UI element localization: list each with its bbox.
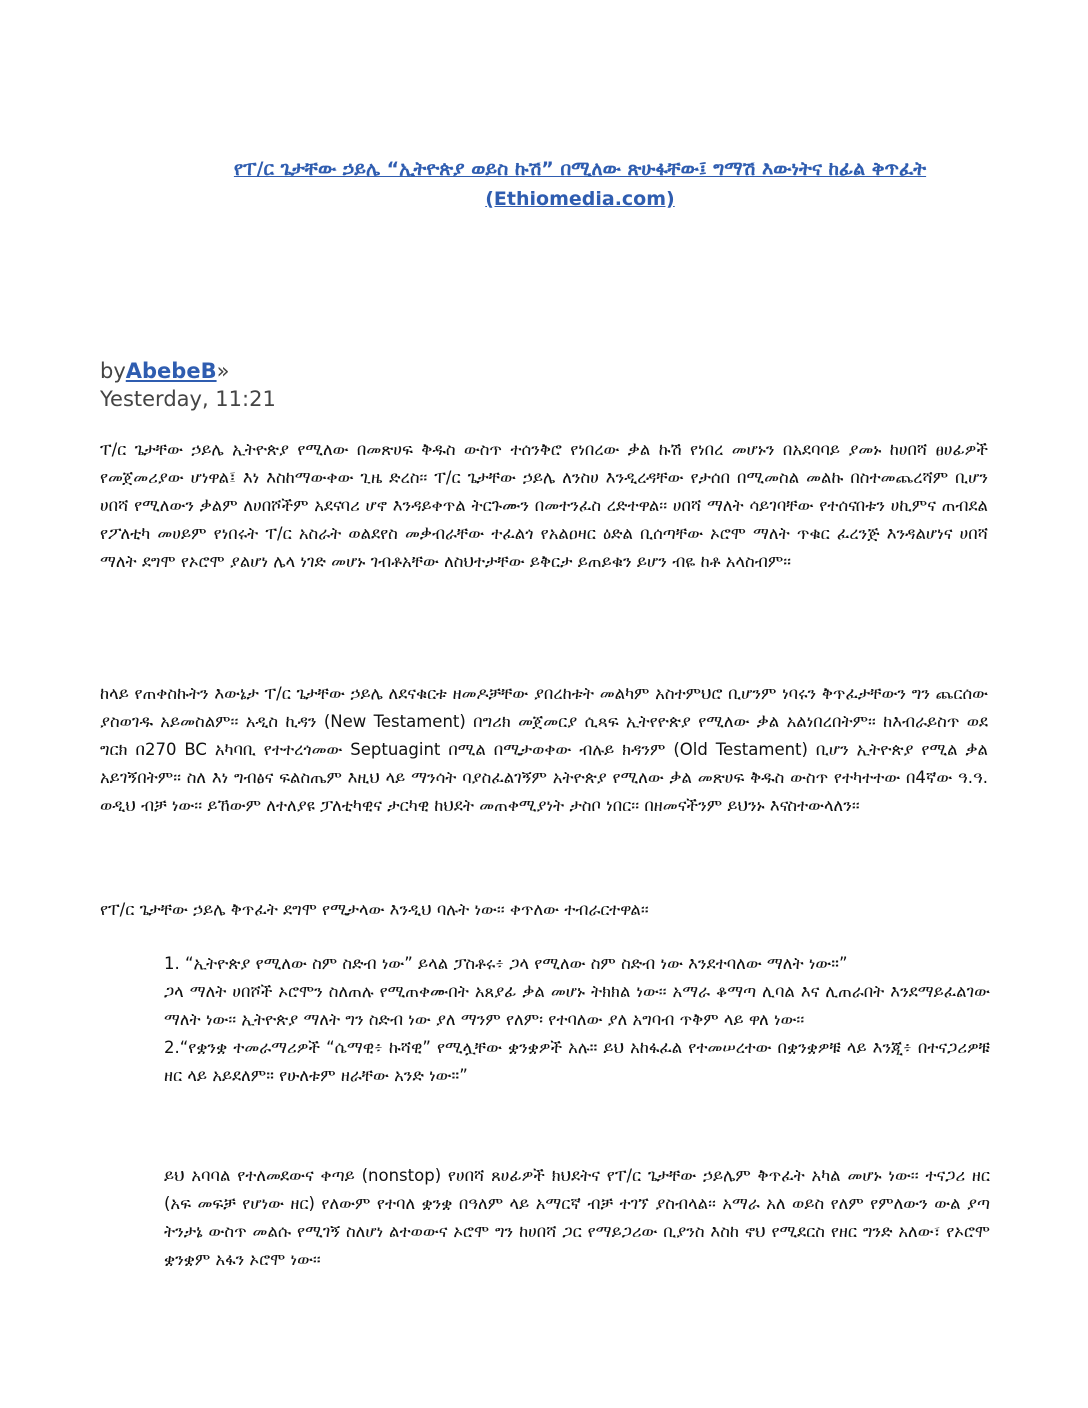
article-title-source[interactable]: (Ethiomedia.com) [485, 188, 675, 210]
list-item-1-heading: 1. “ኢትዮጵያ የሚለው ስም ስድብ ነው” ይላል ፓስቶሩ፥ ጋላ የሚለው ስም ስድብ ነው እንደተባለው ማለት ነው።” [164, 954, 848, 973]
by-prefix: by [100, 359, 126, 383]
article-title[interactable] [100, 154, 1060, 214]
author-suffix: » [216, 359, 230, 383]
post-timestamp: Yesterday, 11:21 [100, 387, 276, 411]
byline [100, 358, 229, 384]
paragraph-4: ይህ አባባል የተለመደውና ቀጣይ (nonstop) የሀበሻ ጸሀፊዎች ክህደትና የፐ/ር ጌታቸው ኃይሌም ቅጥፈት አካል መሆኑ ነው፡፡ ተናጋሪ ዘር (አፍ መፍቻ የሆነው ዘር) የለውም የተባለ ቋንቋ በዓለም ላይ አማርኛ ብቻ ተገኘ ያስብላል፡፡ አማራ አለ ወይስ የለም የምለውን ውል ያጣ ትንታኔ ውስጥ መልሱ የሚገኝ ስለሆነ ልተወውና ኦሮሞ ግን ከሀበሻ ጋር የማይጋሪው ቢያንስ እስከ ኖህ የሚደርስ የዘር ግንድ አለው፣ የኦሮሞ ቋንቋም አፋን ኦሮሞ ነው፡፡ [164, 1166, 990, 1269]
paragraph-1: ፐ/ር ጌታቸው ኃይሌ ኢትዮጵያ የሚለው በመጽሀፍ ቅዱስ ውስጥ ተሰንቅሮ የነበረው ቃል ኩሽ የነበረ መሆኑን በአደባባይ ያመኑ ከሀበሻ ፀሀፊዎች የመጀመሪያው ሆነዋል፤ እነ እስከማውቀው ጊዜ ድረስ፡፡ ፐ/ር ጌታቸው ኃይሌ ለንስሀ እንዲረዳቸው የታሰበ በሚመስል መልኩ በስተመጨረሻም ቢሆን ሀበሻ የሚለውን ቃልም ለሀበሾችም አደናባሪ ሆኖ እንዳይቀጥል ትርጉሙን በመተንፈስ ረድተዋል፡፡ ሀበሻ ማለት ሳይገባቸው የተሰናበቱን ሀኪምና ጠብደል የፖለቲካ መሀይም የነበሩት ፐ/ር አስራት ወልደየስ መቃብራቸው ተፈልጎ የአልዐዛር ዕድል ቢሰጣቸው ኦሮሞ ማለት ጥቁር ፈረንጅ እንዳልሆነና ሀበሻ ማለት ደግሞ የኦሮሞ ያልሆነ ሌላ ነገድ መሆኑ ገብቶአቸው ለስህተታቸው ይቅርታ ይጠይቁን ይሆን ብዬ ከቶ አላስብም፡፡ [100, 440, 988, 571]
paragraph-3: የፐ/ር ጌታቸው ኃይሌ ቅጥፈት ደግሞ የሚታላው እንዲህ ባሉት ነው፡፡ ቀጥለው ተብራርተዋል፡፡ [100, 900, 649, 919]
author-link[interactable]: AbebeB [125, 359, 217, 383]
list-item-1-body: ጋላ ማለት ሀበሾች ኦሮሞን ስለጠሉ የሚጠቀሙበት አጸያፊ ቃል መሆኑ ትክክል ነው፡፡ አማራ ቆማጣ ሊባል እና ሊጠራበት እንደማይፈልገው ማለት ነው፡፡ ኢትዮጵያ ማለት ግን ስድብ ነው ያለ ማንም የለም፡ የተባለው ያለ አግባብ ጥቅም ላይ ዋለ ነው፡፡ [164, 982, 990, 1029]
list-item-2: 2.“የቋንቋ ተመራማሪዎች “ሴማዊ፥ ኩሻዊ” የሚሏቸው ቋንቋዎች አሉ። ይህ አከፋፈል የተመሠረተው በቋንቋዎቹ ላይ እንጂ፥ በተናጋሪዎቹ ዘር ላይ አይደለም። የሁለቱም ዘራቸው አንድ ነው።” [164, 1038, 990, 1085]
paragraph-2: ከላይ የጠቀስኩትን እውኔታ ፐ/ር ጌታቸው ኃይሌ ለደናቁርቱ ዘመዶቻቸው ያበረከቱት መልካም አስተምህሮ ቢሆንም ነባሩን ቅጥፈታቸውን ግን ጨርሰው ያስወገዱ አይመስልም፡፡ አዲስ ኪዳን (New Testament) በግሪክ መጀመርያ ሲጻፍ ኢትየዮጵያ የሚለው ቃል አልነበረበትም፡፡ ከእብራይስጥ ወደ ግርክ በ270 BC አካባቢ የተተረጎመው Septuagint በሚል በሚታወቀው ብሉይ ክዳንም (Old Testament) ቢሆን ኢትዮጵያ የሚል ቃል አይገኝበትም፡፡ ስለ እነ ግብፅና ፍልስጤም እዚህ ላይ ማንሳት ባያስፈልገኝም አትዮጵያ የሚለው ቃል መጽሀፍ ቅዱስ ውስጥ የተካተተው በ4ኛው ዓ.ዓ. ወዲህ ብቻ ነው፡፡ ይኸውም ለተለያዩ ፓለቲካዊና ታርካዊ ከህደት መጠቀሚያነት ታስቦ ነበር፡፡ በዘመናችንም ይህንኑ እናስተውላለን፡፡ [100, 684, 988, 815]
numbered-list [164, 950, 990, 1090]
article-title-line1[interactable]: የፐ/ር ጌታቸው ኃይሌ “ኢትዮጵያ ወይስ ኩሽ” በሚለው ጽሁፋቸው፤ ግማሽ እውነትና ከፊል ቅጥፈት [233, 158, 927, 180]
